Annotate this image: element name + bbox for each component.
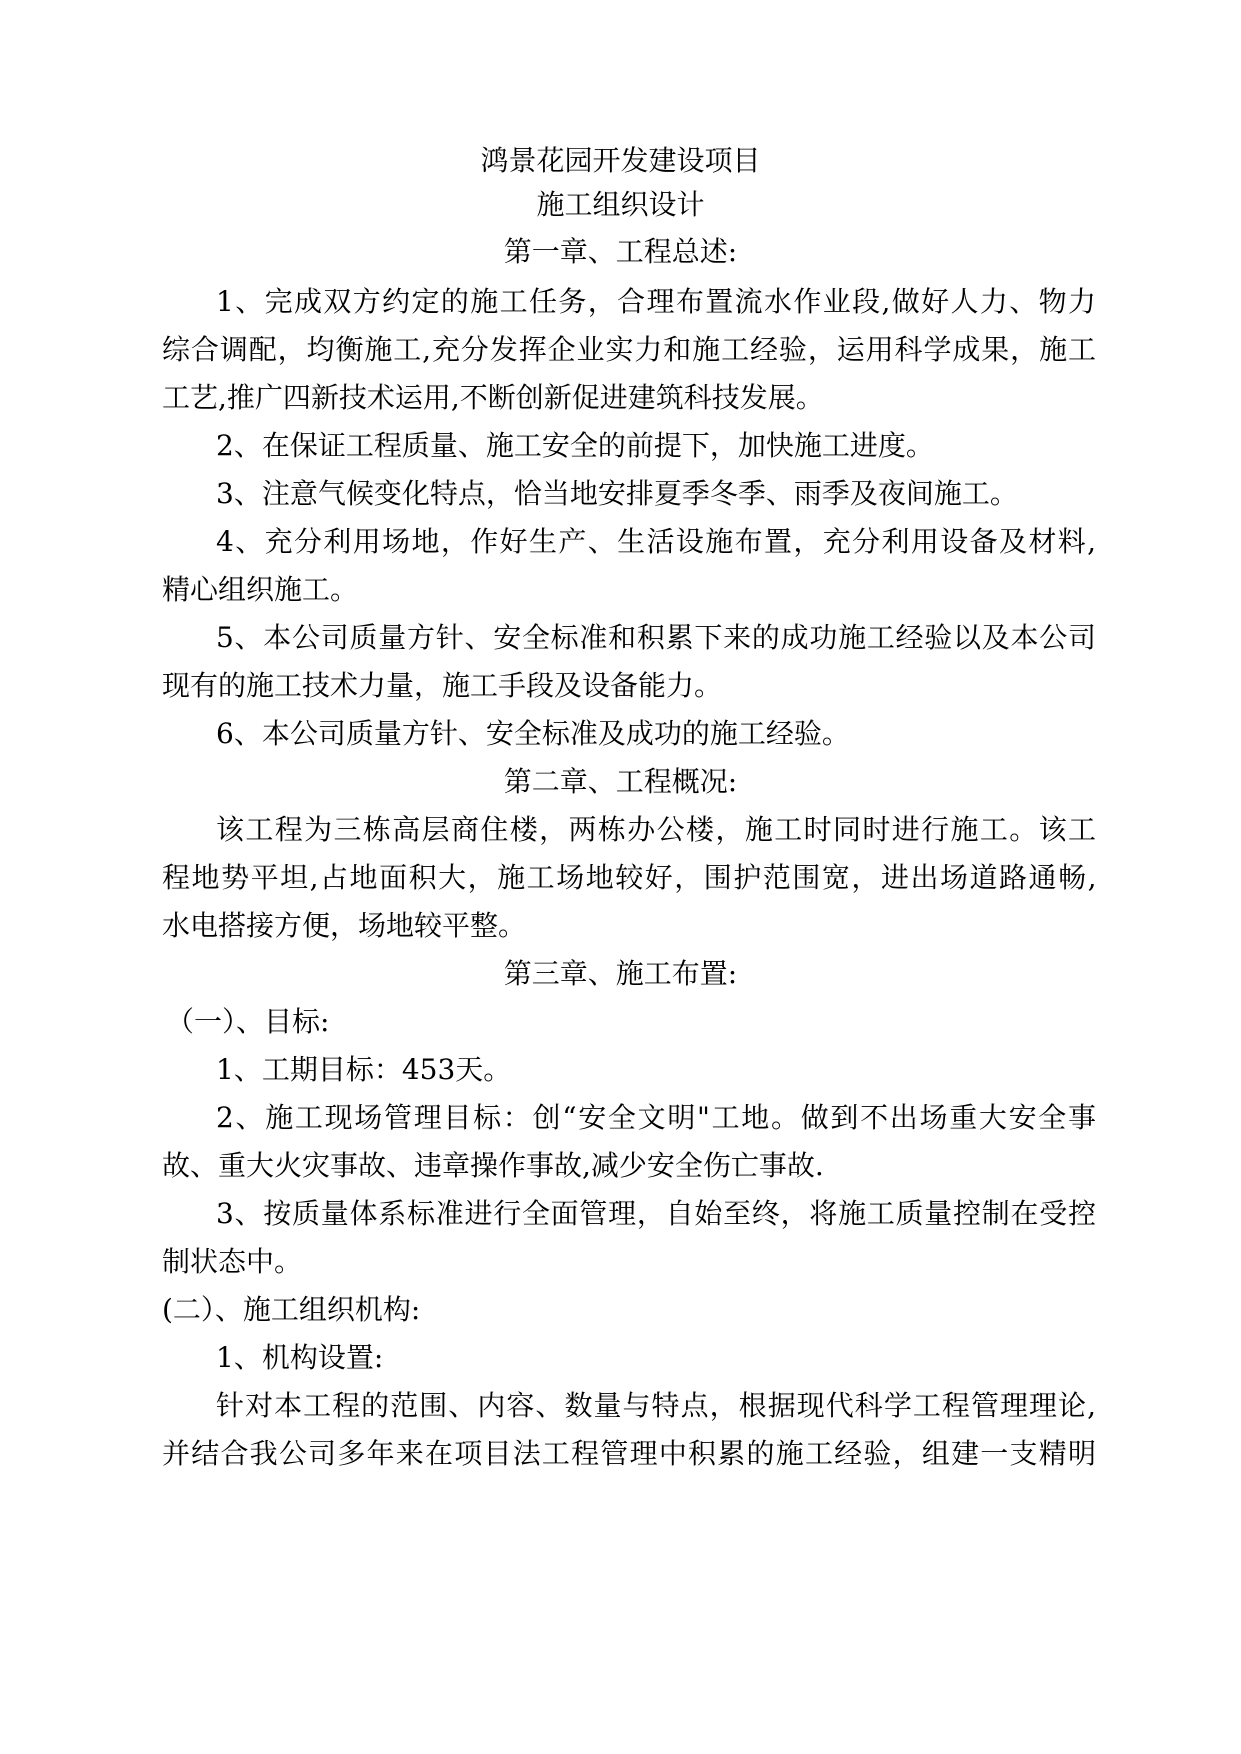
- document-title: 鸿景花园开发建设项目: [480, 144, 761, 177]
- ch2-para-line-2: 程地势平坦,占地面积大，施工场地较好，围护范围宽，进出场道路通畅,: [162, 861, 1096, 894]
- ch2-para-line-1: 该工程为三栋高层商住楼，两栋办公楼，施工时同时进行施工。该工: [216, 813, 1096, 846]
- ch1-item-4-line-1: 4、充分利用场地，作好生产、生活设施布置，充分利用设备及材料,: [216, 525, 1096, 558]
- ch3-s1-item-1: 1、工期目标：453天。: [216, 1053, 512, 1086]
- ch3-s2-para-line-1: 针对本工程的范围、内容、数量与特点，根据现代科学工程管理理论,: [216, 1389, 1096, 1422]
- ch1-item-5-line-2: 现有的施工技术力量，施工手段及设备能力。: [162, 669, 723, 702]
- ch3-s2-para-line-2: 并结合我公司多年来在项目法工程管理中积累的施工经验，组建一支精明: [162, 1437, 1096, 1470]
- ch1-item-1-line-2: 综合调配，均衡施工,充分发挥企业实力和施工经验，运用科学成果，施工: [162, 333, 1096, 366]
- chapter-1-heading: 第一章、工程总述:: [503, 235, 738, 268]
- ch3-section-2-label: (二）、施工组织机构:: [162, 1293, 421, 1326]
- ch3-s1-item-3-line-1: 3、按质量体系标准进行全面管理，自始至终，将施工质量控制在受控: [216, 1197, 1096, 1230]
- chapter-3-heading: 第三章、施工布置:: [503, 957, 738, 990]
- ch1-item-4-line-2: 精心组织施工。: [162, 573, 359, 606]
- ch1-item-6: 6、本公司质量方针、安全标准及成功的施工经验。: [216, 717, 850, 750]
- ch3-s1-item-3-line-2: 制状态中。: [162, 1245, 303, 1278]
- ch1-item-3: 3、注意气候变化特点，恰当地安排夏季冬季、雨季及夜间施工。: [216, 477, 1018, 510]
- ch3-s1-item-2-line-2: 故、重大火灾事故、违章操作事故,减少安全伤亡事故.: [162, 1149, 824, 1182]
- ch3-s1-item-2-line-1: 2、施工现场管理目标：创“安全文明"工地。做到不出场重大安全事: [216, 1101, 1096, 1134]
- ch3-s2-item-1: 1、机构设置:: [216, 1341, 384, 1374]
- document-subtitle: 施工组织设计: [536, 188, 705, 221]
- chapter-2-heading: 第二章、工程概况:: [503, 765, 738, 798]
- ch3-section-1-label: （一）、目标:: [166, 1005, 330, 1038]
- ch1-item-1-line-3: 工艺,推广四新技术运用,不断创新促进建筑科技发展。: [162, 381, 824, 414]
- ch1-item-2: 2、在保证工程质量、施工安全的前提下，加快施工进度。: [216, 429, 934, 462]
- ch1-item-1-line-1: 1、完成双方约定的施工任务，合理布置流水作业段,做好人力、物力: [216, 285, 1096, 318]
- ch2-para-line-3: 水电搭接方便，场地较平整。: [162, 909, 527, 942]
- ch1-item-5-line-1: 5、本公司质量方针、安全标准和积累下来的成功施工经验以及本公司: [216, 621, 1096, 654]
